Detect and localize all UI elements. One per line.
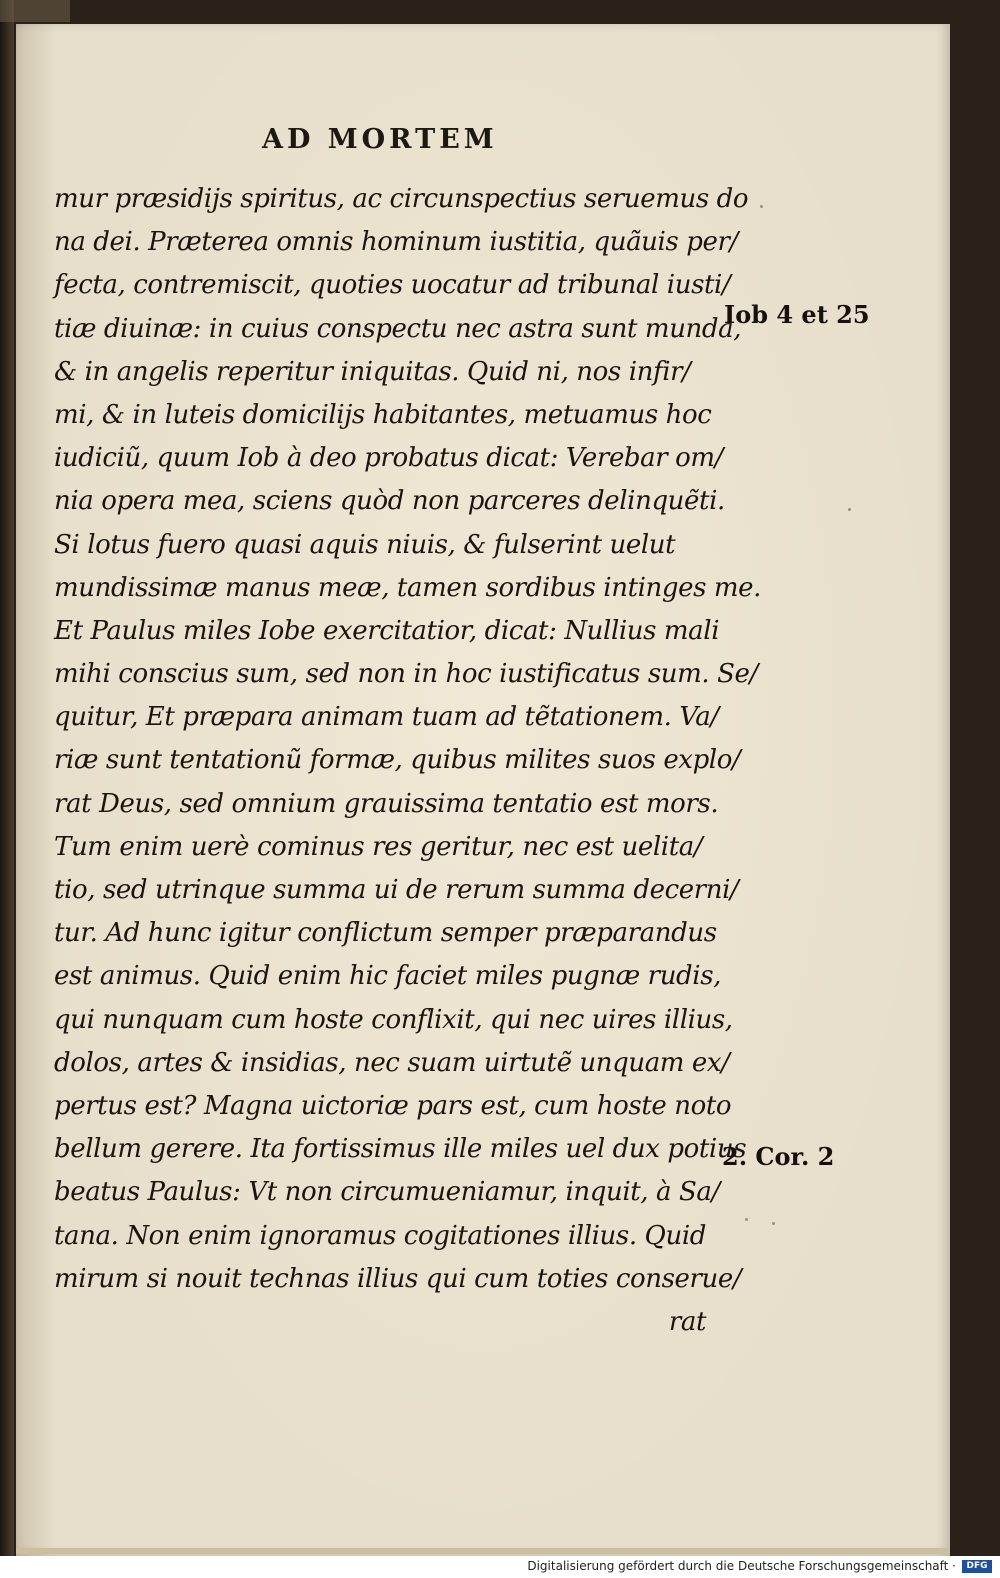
text-line: mi, & in luteis domicilijs habitantes, metuamus hoc: [54, 399, 712, 430]
text-line: Si lotus fuero quasi aquis niuis, & fulserint uelut: [54, 529, 676, 560]
text-line: qui nunquam cum hoste conflixit, qui nec uires illius,: [54, 1004, 733, 1035]
paper-speck: [772, 1222, 775, 1225]
text-line: nia opera mea, sciens quòd non parceres delinquẽti.: [54, 486, 725, 517]
marginal-note-corinthians: 2. Cor. 2: [722, 1142, 835, 1171]
text-line: dolos, artes & insidias, nec suam uirtutẽ unquam ex/: [54, 1047, 730, 1078]
binding-label-strip: [0, 0, 70, 22]
text-line: bellum gerere. Ita fortissimus ille miles uel dux potius: [54, 1134, 747, 1165]
text-line: beatus Paulus: Vt non circumueniamur, inquit, à Sa/: [54, 1177, 720, 1208]
page-edge: [16, 1548, 950, 1554]
text-line: na dei. Præterea omnis hominum iustitia, quãuis per/: [54, 227, 738, 258]
text-line: tio, sed utrinque summa ui de rerum summa decerni/: [54, 875, 739, 905]
text-line: mihi conscius sum, sed non in hoc iustificatus sum. Se/: [54, 659, 758, 690]
digitization-credit: Digitalisierung gefördert durch die Deutsche Forschungsgemeinschaft ·: [527, 1559, 956, 1573]
text-line: tana. Non enim ignoramus cogitationes illius. Quid: [54, 1220, 706, 1251]
catchword: rat: [668, 1306, 706, 1337]
text-line: riæ sunt tentationũ formæ, quibus milites suos explo/: [54, 745, 741, 776]
body-text: [54, 178, 762, 1344]
paper-speck: [760, 205, 763, 208]
text-line: tiæ diuinæ: in cuius conspectu nec astra sunt munda,: [54, 313, 742, 344]
text-line: & in angelis reperitur iniquitas. Quid ni, nos infir/: [54, 356, 691, 387]
text-line: mundissimæ manus meæ, tamen sordibus intinges me.: [54, 572, 762, 603]
book-spine: [0, 0, 14, 1578]
text-line: rat Deus, sed omnium grauissima tentatio est mors.: [54, 788, 719, 819]
footer: [0, 1556, 1000, 1578]
text-line: pertus est? Magna uictoriæ pars est, cum hoste noto: [54, 1090, 732, 1121]
text-line: mirum si nouit technas illius qui cum toties conserue/: [54, 1263, 742, 1294]
text-line: quitur, Et præpara animam tuam ad tẽtationem. Va/: [54, 702, 719, 733]
text-line: Tum enim uerè cominus res geritur, nec est uelita/: [54, 831, 703, 862]
text-line: est animus. Quid enim hic faciet miles pugnæ rudis,: [54, 961, 722, 992]
running-head: AD MORTEM: [262, 124, 498, 155]
text-line: iudiciũ, quum Iob à deo probatus dicat: Verebar om/: [54, 443, 724, 474]
paper-speck: [848, 508, 851, 511]
dfg-logo: DFG: [962, 1560, 992, 1573]
paper-speck: [745, 1218, 748, 1221]
text-line: fecta, contremiscit, quoties uocatur ad tribunal iusti/: [54, 270, 731, 301]
marginal-note-job: Iob 4 et 25: [724, 300, 870, 329]
text-line: mur præsidijs spiritus, ac circunspectius seruemus do: [54, 184, 749, 214]
text-line: tur. Ad hunc igitur conflictum semper præparandus: [54, 918, 717, 949]
text-line: Et Paulus miles Iobe exercitatior, dicat: Nullius mali: [54, 615, 720, 646]
